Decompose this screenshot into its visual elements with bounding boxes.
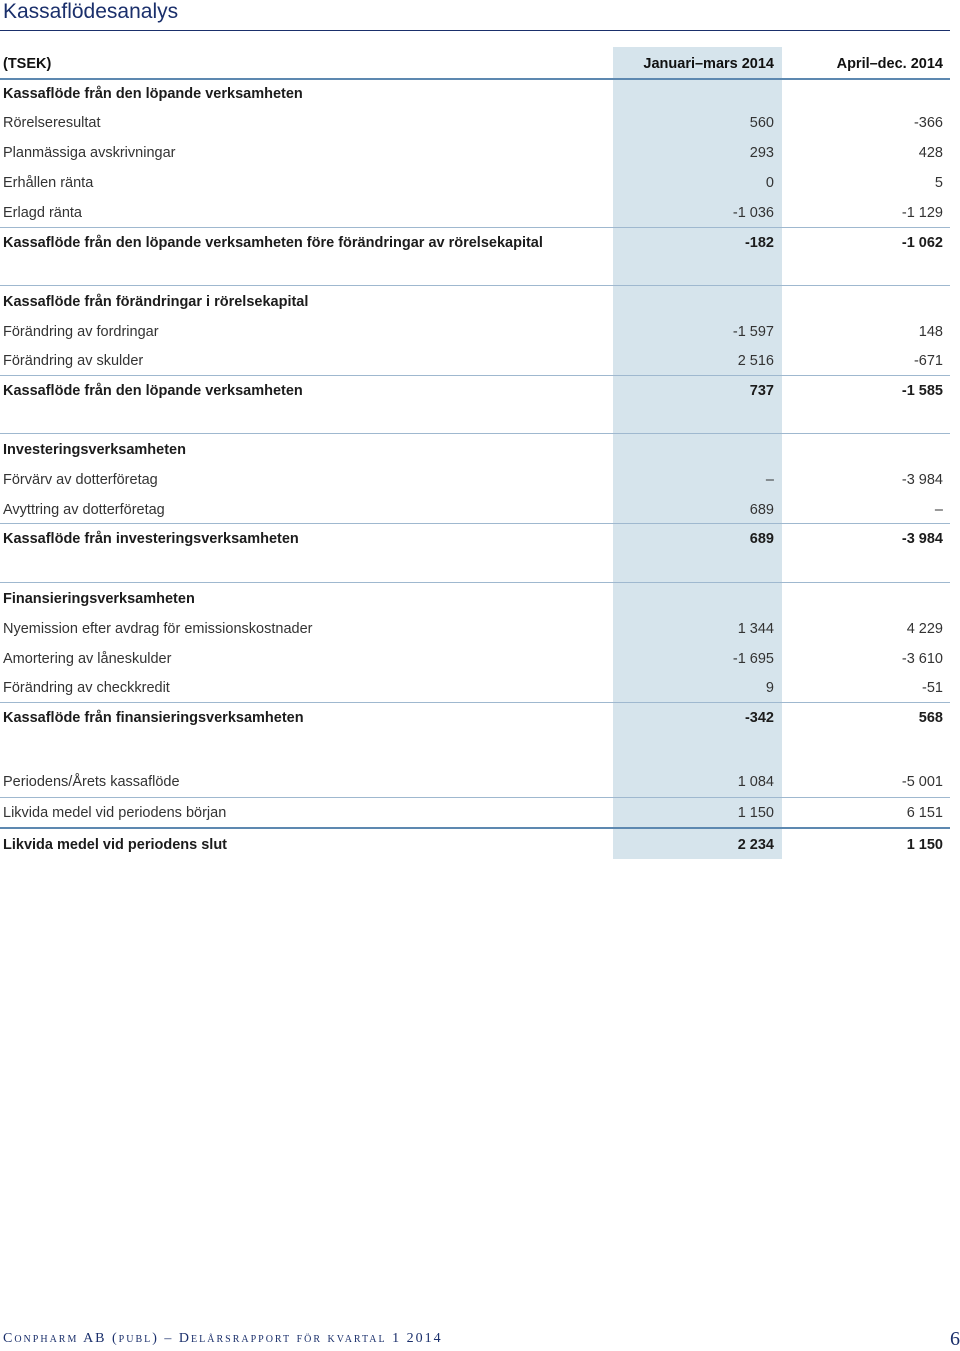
value-apr-dec: -1 062 xyxy=(901,235,943,251)
table-row xyxy=(0,495,950,525)
value-q1: 560 xyxy=(749,115,774,131)
value-apr-dec: -1 585 xyxy=(901,383,943,399)
row-label: Kassaflöde från den löpande verksamheten xyxy=(3,86,303,102)
value-q1: -1 695 xyxy=(732,651,774,667)
unit-label: (TSEK) xyxy=(3,56,52,72)
row-label: Förändring av fordringar xyxy=(3,324,159,340)
subtotal-row xyxy=(0,524,950,554)
row-label: Erhållen ränta xyxy=(3,175,94,191)
value-apr-dec: 1 150 xyxy=(906,837,943,853)
value-q1: -1 597 xyxy=(732,324,774,340)
table-row xyxy=(0,673,950,703)
value-apr-dec: 5 xyxy=(934,175,943,191)
column-header-apr-dec: April–dec. 2014 xyxy=(836,56,943,72)
row-label: Förvärv av dotterföretag xyxy=(3,472,158,488)
table-row xyxy=(0,198,950,228)
value-apr-dec: 6 151 xyxy=(906,805,943,821)
value-apr-dec: -3 984 xyxy=(901,472,943,488)
value-q1: 2 516 xyxy=(737,353,774,369)
value-apr-dec: 428 xyxy=(918,145,943,161)
table-row xyxy=(0,465,950,495)
value-apr-dec: 4 229 xyxy=(906,621,943,637)
total-divider xyxy=(0,827,950,829)
section-heading xyxy=(0,435,950,465)
value-q1: -342 xyxy=(744,710,774,726)
value-apr-dec: -1 129 xyxy=(901,205,943,221)
value-q1: 9 xyxy=(765,680,774,696)
row-label: Periodens/Årets kassaflöde xyxy=(3,774,180,790)
value-q1: 737 xyxy=(749,383,774,399)
table-row xyxy=(0,346,950,376)
row-label: Amortering av låneskulder xyxy=(3,651,172,667)
section-heading xyxy=(0,584,950,614)
row-label: Förändring av checkkredit xyxy=(3,680,170,696)
value-q1: 0 xyxy=(765,175,774,191)
value-apr-dec: -3 984 xyxy=(901,531,943,547)
page-title: Kassaflödesanalys xyxy=(3,0,179,23)
total-row xyxy=(0,830,950,860)
title-divider xyxy=(0,30,950,31)
row-label: Förändring av skulder xyxy=(3,353,144,369)
row-label: Investeringsverksamheten xyxy=(3,442,186,458)
table-row xyxy=(0,798,950,828)
value-apr-dec: -366 xyxy=(913,115,943,131)
value-q1: 689 xyxy=(749,502,774,518)
value-apr-dec: -5 001 xyxy=(901,774,943,790)
row-label: Nyemission efter avdrag för emissionskostnader xyxy=(3,621,313,637)
row-label: Kassaflöde från finansieringsverksamheten xyxy=(3,710,304,726)
value-q1: 293 xyxy=(749,145,774,161)
table-row xyxy=(0,317,950,347)
table-row xyxy=(0,108,950,138)
table-row xyxy=(0,168,950,198)
value-q1: 1 084 xyxy=(737,774,774,790)
row-label: Rörelseresultat xyxy=(3,115,101,131)
page-footer: Conpharm AB (publ) – Delårsrapport för kvartal 1 2014 xyxy=(3,1331,443,1346)
value-q1: – xyxy=(765,472,774,488)
row-label: Avyttring av dotterföretag xyxy=(3,502,165,518)
row-label: Kassaflöde från den löpande verksamheten före förändringar av rörelsekapital xyxy=(3,235,543,251)
value-q1: -1 036 xyxy=(732,205,774,221)
value-apr-dec: -51 xyxy=(922,680,943,696)
value-apr-dec: 568 xyxy=(918,710,943,726)
value-apr-dec: 148 xyxy=(918,324,943,340)
row-label: Kassaflöde från investeringsverksamheten xyxy=(3,531,299,547)
row-label: Likvida medel vid periodens början xyxy=(3,805,227,821)
section-divider xyxy=(0,582,950,583)
row-label: Finansieringsverksamheten xyxy=(3,591,195,607)
value-apr-dec: – xyxy=(934,502,943,518)
subtotal-row xyxy=(0,228,950,258)
row-label: Kassaflöde från förändringar i rörelsekapital xyxy=(3,294,309,310)
subtotal-row xyxy=(0,703,950,733)
value-q1: 689 xyxy=(749,531,774,547)
table-row xyxy=(0,614,950,644)
table-header-row xyxy=(0,49,950,79)
column-header-q1: Januari–mars 2014 xyxy=(643,56,774,72)
value-q1: 1 150 xyxy=(737,805,774,821)
section-divider xyxy=(0,285,950,286)
value-q1: -182 xyxy=(744,235,774,251)
value-q1: 1 344 xyxy=(737,621,774,637)
value-q1: 2 234 xyxy=(737,837,774,853)
value-apr-dec: -3 610 xyxy=(901,651,943,667)
value-apr-dec: -671 xyxy=(913,353,943,369)
row-label: Kassaflöde från den löpande verksamheten xyxy=(3,383,303,399)
row-label: Likvida medel vid periodens slut xyxy=(3,837,228,853)
table-row xyxy=(0,138,950,168)
page-number: 6 xyxy=(950,1328,960,1350)
table-row xyxy=(0,644,950,674)
row-label: Erlagd ränta xyxy=(3,205,82,221)
row-label: Planmässiga avskrivningar xyxy=(3,145,176,161)
subtotal-row xyxy=(0,376,950,406)
section-heading xyxy=(0,79,950,109)
section-heading xyxy=(0,287,950,317)
table-row xyxy=(0,767,950,797)
section-divider xyxy=(0,433,950,434)
